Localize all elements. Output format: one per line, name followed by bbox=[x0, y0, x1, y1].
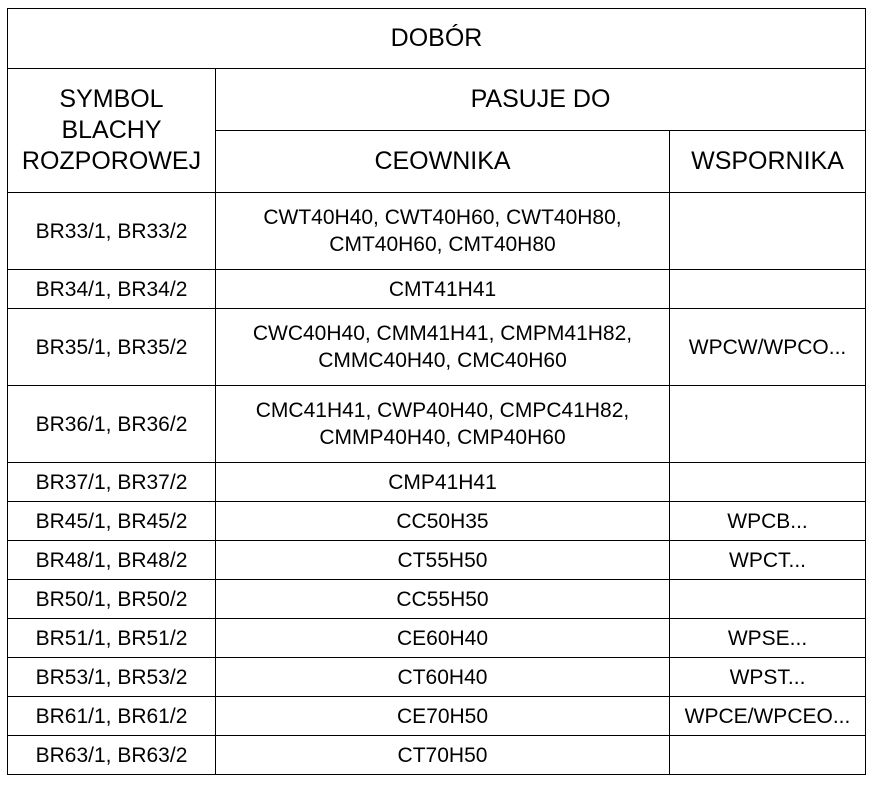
table-row bbox=[8, 502, 866, 541]
ceownik-line: CE60H40 bbox=[396, 626, 489, 650]
wspornik-cell: WPCE/WPCEO... bbox=[670, 697, 866, 736]
symbol-cell: BR36/1, BR36/2 bbox=[8, 386, 216, 463]
ceownik-line: CMP41H41 bbox=[388, 470, 497, 494]
symbol-header-line: BLACHY bbox=[61, 116, 162, 144]
symbol-cell: BR63/1, BR63/2 bbox=[8, 736, 216, 775]
ceownik-cell bbox=[216, 270, 670, 309]
symbol-cell: BR51/1, BR51/2 bbox=[8, 619, 216, 658]
symbol-cell: BR37/1, BR37/2 bbox=[8, 463, 216, 502]
wspornik-cell: WPST... bbox=[670, 658, 866, 697]
pasuje-do-header: PASUJE DO bbox=[216, 69, 866, 131]
table-row bbox=[8, 270, 866, 309]
ceownik-line: CMMP40H40, CMP40H60 bbox=[319, 426, 566, 449]
symbol-cell: BR50/1, BR50/2 bbox=[8, 580, 216, 619]
ceownik-line: CMC41H41, CWP40H40, CMPC41H82, bbox=[255, 399, 630, 422]
wspornik-cell bbox=[670, 270, 866, 309]
table-title: DOBÓR bbox=[8, 9, 866, 69]
symbol-header bbox=[8, 69, 216, 193]
ceownik-cell bbox=[216, 697, 670, 736]
wspornik-cell bbox=[670, 736, 866, 775]
table-row bbox=[8, 619, 866, 658]
wspornik-cell: WPCT... bbox=[670, 541, 866, 580]
ceownika-header: CEOWNIKA bbox=[216, 131, 670, 193]
ceownik-cell bbox=[216, 541, 670, 580]
ceownik-cell bbox=[216, 309, 670, 386]
ceownik-line: CC50H35 bbox=[396, 509, 489, 533]
wspornik-cell bbox=[670, 193, 866, 270]
ceownik-line: CWC40H40, CMM41H41, CMPM41H82, bbox=[252, 322, 633, 345]
table-row bbox=[8, 386, 866, 463]
ceownik-line: CMT41H41 bbox=[388, 277, 497, 301]
symbol-cell: BR34/1, BR34/2 bbox=[8, 270, 216, 309]
ceownik-cell bbox=[216, 580, 670, 619]
wspornik-cell bbox=[670, 463, 866, 502]
table-row bbox=[8, 697, 866, 736]
ceownik-line: CE70H50 bbox=[396, 704, 489, 728]
symbol-cell: BR45/1, BR45/2 bbox=[8, 502, 216, 541]
wspornik-cell bbox=[670, 580, 866, 619]
table-row bbox=[8, 309, 866, 386]
dobor-table bbox=[7, 8, 866, 775]
table-row bbox=[8, 193, 866, 270]
symbol-cell: BR48/1, BR48/2 bbox=[8, 541, 216, 580]
symbol-cell: BR33/1, BR33/2 bbox=[8, 193, 216, 270]
table-row bbox=[8, 658, 866, 697]
ceownik-cell bbox=[216, 463, 670, 502]
ceownik-line: CMT40H60, CMT40H80 bbox=[329, 233, 556, 256]
ceownik-line: CMMC40H40, CMC40H60 bbox=[318, 349, 567, 372]
table-row bbox=[8, 580, 866, 619]
ceownik-cell bbox=[216, 502, 670, 541]
ceownik-cell bbox=[216, 658, 670, 697]
ceownik-line: CT60H40 bbox=[397, 665, 488, 689]
symbol-header-line: SYMBOL bbox=[59, 85, 164, 113]
ceownik-line: CC55H50 bbox=[396, 587, 489, 611]
symbol-cell: BR53/1, BR53/2 bbox=[8, 658, 216, 697]
table-row bbox=[8, 463, 866, 502]
ceownik-line: CWT40H40, CWT40H60, CWT40H80, bbox=[263, 206, 622, 229]
ceownik-cell bbox=[216, 619, 670, 658]
table-row bbox=[8, 541, 866, 580]
symbol-cell: BR61/1, BR61/2 bbox=[8, 697, 216, 736]
table-row bbox=[8, 736, 866, 775]
ceownik-cell bbox=[216, 736, 670, 775]
ceownik-line: CT70H50 bbox=[397, 743, 488, 767]
wspornik-cell bbox=[670, 386, 866, 463]
ceownik-cell bbox=[216, 386, 670, 463]
wspornika-header: WSPORNIKA bbox=[670, 131, 866, 193]
ceownik-line: CT55H50 bbox=[397, 548, 488, 572]
wspornik-cell: WPSE... bbox=[670, 619, 866, 658]
ceownik-cell bbox=[216, 193, 670, 270]
symbol-header-line: ROZPOROWEJ bbox=[21, 147, 202, 175]
symbol-cell: BR35/1, BR35/2 bbox=[8, 309, 216, 386]
wspornik-cell: WPCB... bbox=[670, 502, 866, 541]
wspornik-cell: WPCW/WPCO... bbox=[670, 309, 866, 386]
